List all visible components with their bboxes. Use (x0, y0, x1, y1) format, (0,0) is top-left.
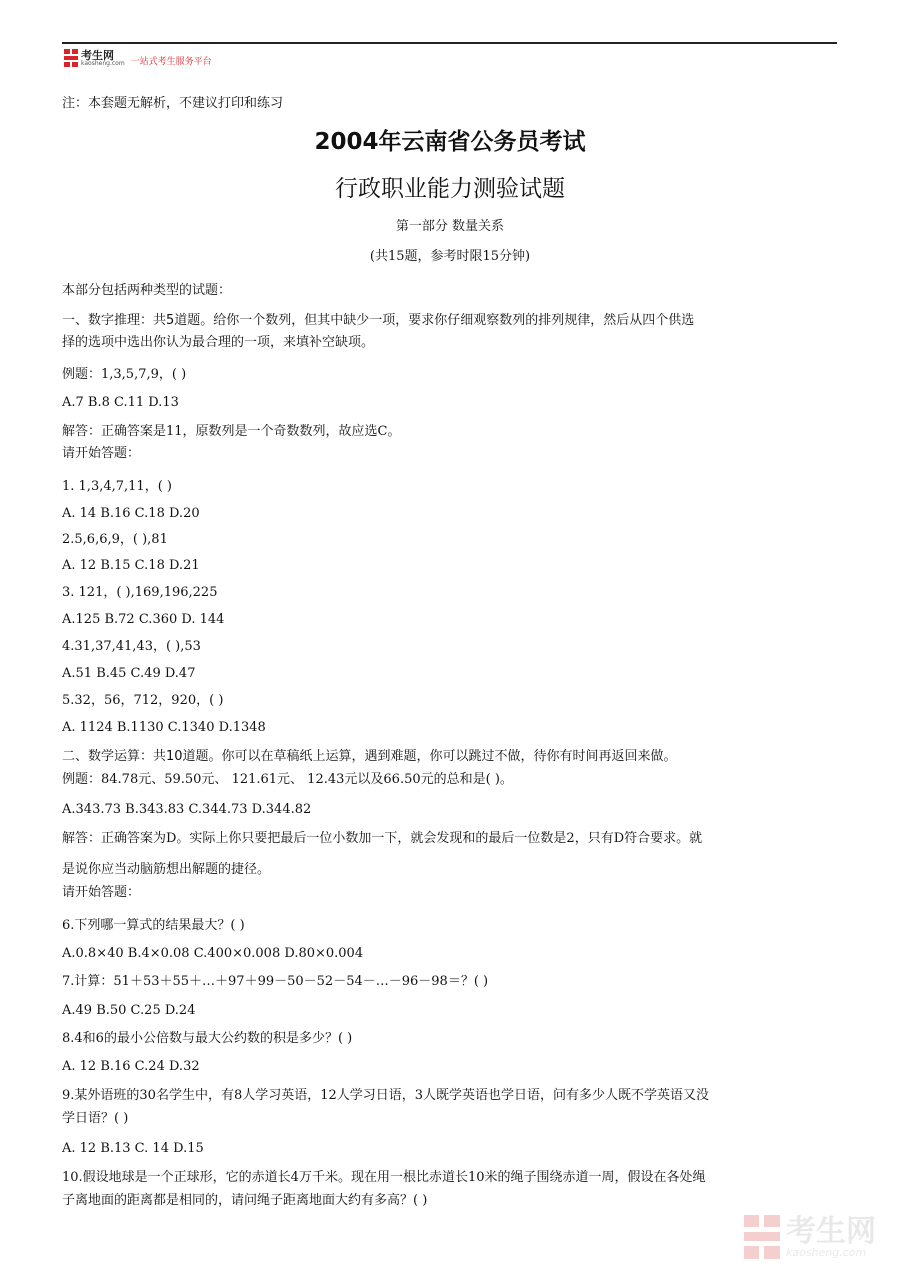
question-6: 6.下列哪一算式的结果最大？( ) (62, 918, 245, 933)
section2-answer-cont: 是说你应当动脑筋想出解题的捷径。 (62, 862, 271, 877)
section2-heading: 二、数学运算：共10道题。你可以在草稿纸上运算，遇到难题，你可以跳过不做，待你有时间再返回来做。 (62, 749, 677, 764)
question-7-options: A.49 B.50 C.25 D.24 (62, 1003, 196, 1018)
brand-logo (64, 48, 212, 68)
note-text: 注：本套题无解析，不建议打印和练习 (62, 96, 284, 111)
question-1-options: A. 14 B.16 C.18 D.20 (62, 506, 200, 521)
section2-example: 例题：84.78元、59.50元、 121.61元、 12.43元以及66.50元的总和是( )。 (62, 772, 513, 787)
section1-answer: 解答：正确答案是11，原数列是一个奇数数列，故应选C。 (62, 424, 401, 439)
logo-slogan: 一站式考生服务平台 (130, 56, 212, 67)
question-9-cont: 学日语？( ) (62, 1111, 129, 1126)
section2-answer: 解答：正确答案为D。实际上你只要把最后一位小数加一下，就会发现和的最后一位数是2，只有D符合要求。就 (62, 831, 703, 846)
question-5-options: A. 1124 B.1130 C.1340 D.1348 (62, 720, 266, 735)
question-1: 1. 1,3,4,7,11，( ) (62, 479, 172, 494)
part-subtitle: (共15题，参考时限15分钟) (369, 249, 531, 264)
question-2-options: A. 12 B.15 C.18 D.21 (62, 558, 200, 573)
question-2: 2.5,6,6,9，( ),81 (62, 532, 168, 547)
section1-example-options: A.7 B.8 C.11 D.13 (62, 395, 179, 410)
watermark-name: 考生网 (786, 1213, 876, 1249)
question-5: 5.32，56，712，920，( ) (62, 693, 224, 708)
watermark-domain: kaosheng.com (786, 1245, 867, 1259)
logo-domain: kaosheng.com (81, 59, 125, 67)
question-10-cont: 子离地面的距离都是相同的，请问绳子距离地面大约有多高？( ) (62, 1193, 428, 1208)
section1-heading-cont: 择的选项中选出你认为最合理的一项，来填补空缺项。 (62, 335, 375, 350)
intro-text: 本部分包括两种类型的试题： (62, 283, 232, 298)
watermark-icon (744, 1215, 780, 1259)
section1-example: 例题：1,3,5,7,9，( ) (62, 367, 187, 382)
question-3: 3. 121，( ),169,196,225 (62, 585, 218, 600)
question-9-options: A. 12 B.13 C. 14 D.15 (62, 1141, 204, 1156)
page-header (62, 42, 837, 70)
question-3-options: A.125 B.72 C.360 D. 144 (62, 612, 225, 627)
page-subtitle: 行政职业能力测验试题 (335, 176, 565, 202)
question-9: 9.某外语班的30名学生中，有8人学习英语，12人学习日语，3人既学英语也学日语，问有多少人既不学英语又没 (62, 1088, 710, 1103)
page-title: 2004年云南省公务员考试 (314, 129, 586, 155)
logo-name: 考生网 (81, 48, 114, 62)
logo-icon (64, 49, 78, 67)
part-title: 第一部分 数量关系 (395, 219, 505, 234)
question-6-options: A.0.8×40 B.4×0.08 C.400×0.008 D.80×0.004 (62, 946, 364, 961)
section1-heading: 一、数字推理：共5道题。给你一个数列，但其中缺少一项，要求你仔细观察数列的排列规律，然后从四个供选 (62, 313, 695, 328)
question-8-options: A. 12 B.16 C.24 D.32 (62, 1059, 200, 1074)
section2-example-options: A.343.73 B.343.83 C.344.73 D.344.82 (62, 802, 312, 817)
question-8: 8.4和6的最小公倍数与最大公约数的积是多少？( ) (62, 1031, 353, 1046)
question-4: 4.31,37,41,43，( ),53 (62, 639, 201, 654)
question-10: 10.假设地球是一个正球形，它的赤道长4万千米。现在用一根比赤道长10米的绳子围绕赤道一周，假设在各处绳 (62, 1170, 706, 1185)
question-4-options: A.51 B.45 C.49 D.47 (62, 666, 196, 681)
section1-start: 请开始答题： (62, 446, 141, 461)
section2-start: 请开始答题： (62, 885, 141, 900)
question-7: 7.计算：51＋53＋55＋…＋97＋99－50－52－54－…－96－98＝？( ) (62, 974, 489, 989)
watermark-logo (744, 1215, 876, 1259)
